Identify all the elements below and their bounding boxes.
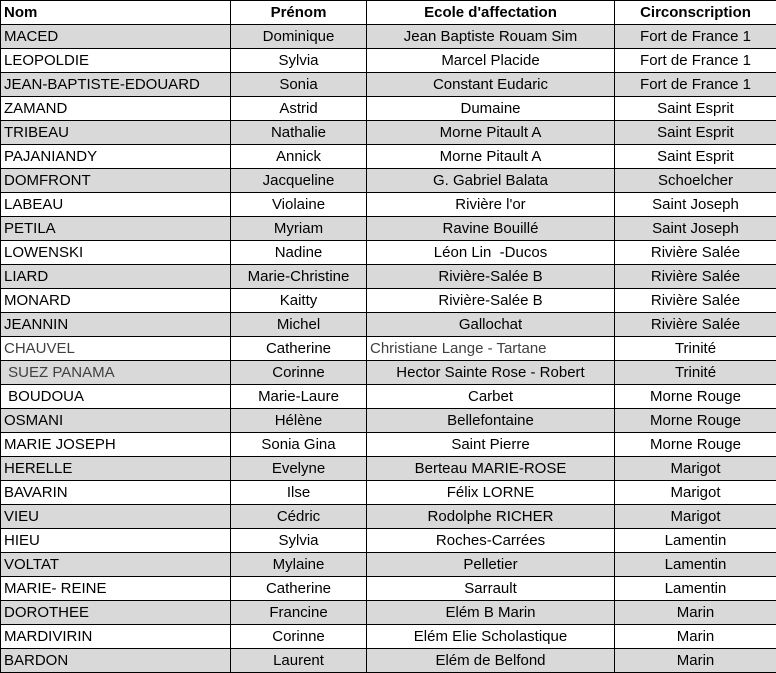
cell-circonscription: Fort de France 1 <box>615 25 776 49</box>
table-row <box>1 121 776 145</box>
cell-circonscription: Schoelcher <box>615 169 776 193</box>
cell-nom: MARDIVIRIN <box>1 625 231 649</box>
table-row <box>1 625 776 649</box>
table-row <box>1 601 776 625</box>
cell-circonscription: Marin <box>615 601 776 625</box>
table-row <box>1 481 776 505</box>
cell-prenom: Myriam <box>231 217 367 241</box>
cell-nom: MONARD <box>1 289 231 313</box>
cell-prenom: Annick <box>231 145 367 169</box>
cell-prenom: Marie-Christine <box>231 265 367 289</box>
cell-nom: VIEU <box>1 505 231 529</box>
cell-circonscription: Rivière Salée <box>615 289 776 313</box>
cell-nom: JEANNIN <box>1 313 231 337</box>
cell-ecole: Constant Eudaric <box>367 73 615 97</box>
cell-ecole: G. Gabriel Balata <box>367 169 615 193</box>
cell-ecole: Ravine Bouillé <box>367 217 615 241</box>
table-row <box>1 217 776 241</box>
cell-ecole: Marcel Placide <box>367 49 615 73</box>
cell-prenom: Cédric <box>231 505 367 529</box>
cell-nom: VOLTAT <box>1 553 231 577</box>
cell-prenom: Michel <box>231 313 367 337</box>
table-row <box>1 529 776 553</box>
table-row <box>1 193 776 217</box>
cell-prenom: Catherine <box>231 337 367 361</box>
cell-nom: CHAUVEL <box>1 337 231 361</box>
cell-circonscription: Lamentin <box>615 553 776 577</box>
cell-ecole: Bellefontaine <box>367 409 615 433</box>
cell-circonscription: Saint Joseph <box>615 217 776 241</box>
cell-nom: DOMFRONT <box>1 169 231 193</box>
cell-nom: BAVARIN <box>1 481 231 505</box>
cell-prenom: Corinne <box>231 361 367 385</box>
cell-circonscription: Morne Rouge <box>615 409 776 433</box>
cell-ecole: Morne Pitault A <box>367 145 615 169</box>
cell-prenom: Corinne <box>231 625 367 649</box>
header-ecole: Ecole d'affectation <box>367 1 615 25</box>
cell-ecole: Félix LORNE <box>367 481 615 505</box>
cell-nom: HERELLE <box>1 457 231 481</box>
table-row <box>1 289 776 313</box>
cell-prenom: Marie-Laure <box>231 385 367 409</box>
cell-ecole: Rivière-Salée B <box>367 265 615 289</box>
cell-circonscription: Fort de France 1 <box>615 73 776 97</box>
cell-prenom: Laurent <box>231 649 367 673</box>
cell-nom: BOUDOUA <box>1 385 231 409</box>
cell-circonscription: Fort de France 1 <box>615 49 776 73</box>
table-row <box>1 649 776 673</box>
table-row <box>1 337 776 361</box>
cell-prenom: Sonia <box>231 73 367 97</box>
cell-prenom: Hélène <box>231 409 367 433</box>
header-prenom: Prénom <box>231 1 367 25</box>
header-circonscription: Circonscription <box>615 1 776 25</box>
cell-circonscription: Rivière Salée <box>615 241 776 265</box>
table-row <box>1 73 776 97</box>
table-row <box>1 553 776 577</box>
cell-nom: PETILA <box>1 217 231 241</box>
cell-nom: JEAN-BAPTISTE-EDOUARD <box>1 73 231 97</box>
cell-circonscription: Saint Esprit <box>615 121 776 145</box>
cell-prenom: Dominique <box>231 25 367 49</box>
cell-ecole: Berteau MARIE-ROSE <box>367 457 615 481</box>
header-nom: Nom <box>1 1 231 25</box>
cell-ecole: Hector Sainte Rose - Robert <box>367 361 615 385</box>
cell-circonscription: Rivière Salée <box>615 313 776 337</box>
cell-nom: HIEU <box>1 529 231 553</box>
cell-ecole: Carbet <box>367 385 615 409</box>
cell-ecole: Rivière l'or <box>367 193 615 217</box>
cell-nom: BARDON <box>1 649 231 673</box>
table-row <box>1 49 776 73</box>
cell-ecole: Elém de Belfond <box>367 649 615 673</box>
cell-ecole: Sarrault <box>367 577 615 601</box>
table-row <box>1 25 776 49</box>
cell-prenom: Mylaine <box>231 553 367 577</box>
cell-nom: TRIBEAU <box>1 121 231 145</box>
table-row <box>1 313 776 337</box>
cell-nom: MARIE JOSEPH <box>1 433 231 457</box>
cell-prenom: Catherine <box>231 577 367 601</box>
cell-circonscription: Marin <box>615 649 776 673</box>
cell-circonscription: Marigot <box>615 481 776 505</box>
cell-prenom: Evelyne <box>231 457 367 481</box>
cell-circonscription: Morne Rouge <box>615 385 776 409</box>
cell-ecole: Léon Lin -Ducos <box>367 241 615 265</box>
cell-prenom: Nathalie <box>231 121 367 145</box>
cell-circonscription: Morne Rouge <box>615 433 776 457</box>
cell-circonscription: Trinité <box>615 361 776 385</box>
cell-circonscription: Lamentin <box>615 577 776 601</box>
cell-nom: ZAMAND <box>1 97 231 121</box>
cell-nom: SUEZ PANAMA <box>1 361 231 385</box>
cell-ecole: Elém B Marin <box>367 601 615 625</box>
cell-circonscription: Saint Esprit <box>615 145 776 169</box>
cell-circonscription: Marigot <box>615 505 776 529</box>
cell-circonscription: Saint Joseph <box>615 193 776 217</box>
table-row <box>1 241 776 265</box>
cell-ecole: Jean Baptiste Rouam Sim <box>367 25 615 49</box>
table-row <box>1 577 776 601</box>
cell-circonscription: Lamentin <box>615 529 776 553</box>
cell-nom: OSMANI <box>1 409 231 433</box>
cell-ecole: Saint Pierre <box>367 433 615 457</box>
cell-nom: LIARD <box>1 265 231 289</box>
cell-nom: LABEAU <box>1 193 231 217</box>
table-row <box>1 265 776 289</box>
cell-circonscription: Rivière Salée <box>615 265 776 289</box>
cell-prenom: Nadine <box>231 241 367 265</box>
table-row <box>1 457 776 481</box>
cell-circonscription: Marigot <box>615 457 776 481</box>
table-row <box>1 145 776 169</box>
cell-circonscription: Marin <box>615 625 776 649</box>
cell-prenom: Astrid <box>231 97 367 121</box>
cell-circonscription: Trinité <box>615 337 776 361</box>
cell-ecole: Morne Pitault A <box>367 121 615 145</box>
cell-prenom: Sylvia <box>231 529 367 553</box>
cell-nom: MACED <box>1 25 231 49</box>
cell-prenom: Sonia Gina <box>231 433 367 457</box>
cell-nom: DOROTHEE <box>1 601 231 625</box>
cell-nom: LEOPOLDIE <box>1 49 231 73</box>
cell-prenom: Violaine <box>231 193 367 217</box>
cell-prenom: Jacqueline <box>231 169 367 193</box>
table-row <box>1 361 776 385</box>
cell-prenom: Kaitty <box>231 289 367 313</box>
cell-ecole: Roches-Carrées <box>367 529 615 553</box>
cell-ecole: Christiane Lange - Tartane <box>367 337 615 361</box>
cell-nom: LOWENSKI <box>1 241 231 265</box>
cell-circonscription: Saint Esprit <box>615 97 776 121</box>
cell-nom: MARIE- REINE <box>1 577 231 601</box>
table-row <box>1 409 776 433</box>
table-row <box>1 433 776 457</box>
cell-ecole: Rodolphe RICHER <box>367 505 615 529</box>
cell-prenom: Sylvia <box>231 49 367 73</box>
cell-ecole: Pelletier <box>367 553 615 577</box>
cell-ecole: Dumaine <box>367 97 615 121</box>
cell-ecole: Gallochat <box>367 313 615 337</box>
table-row <box>1 169 776 193</box>
cell-prenom: Francine <box>231 601 367 625</box>
cell-nom: PAJANIANDY <box>1 145 231 169</box>
table-row <box>1 505 776 529</box>
table-row <box>1 97 776 121</box>
cell-ecole: Elém Elie Scholastique <box>367 625 615 649</box>
table-row <box>1 385 776 409</box>
cell-prenom: Ilse <box>231 481 367 505</box>
cell-ecole: Rivière-Salée B <box>367 289 615 313</box>
header-row <box>1 1 776 25</box>
